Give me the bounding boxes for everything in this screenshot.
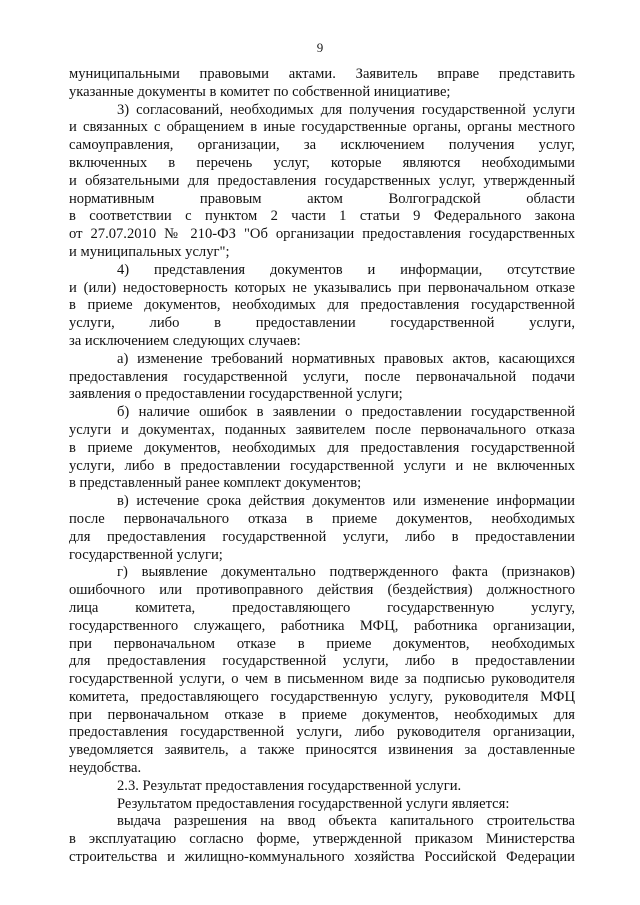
- text-line: государственной услуги;: [69, 546, 223, 563]
- text-line: и связанных с обращением в иные государственные органы, органы местного: [69, 119, 575, 136]
- text-line: строительства и жилищно-коммунального хозяйства Российской Федерации: [69, 849, 575, 866]
- text-line: 2.3. Результат предоставления государственной услуги.: [117, 777, 462, 794]
- text-line: самоуправления, организации, за исключением получения услуг,: [69, 137, 575, 154]
- text-line: предоставления государственной услуги, либо руководителя организации,: [69, 724, 575, 741]
- text-line: в приеме документов, необходимых для предоставления государственной: [69, 439, 575, 456]
- text-line: государственного служащего, работника МФЦ, работника организации,: [69, 617, 575, 634]
- text-line: а) изменение требований нормативных правовых актов, касающихся: [117, 350, 575, 367]
- text-line: и обязательными для предоставления государственных услуг, утвержденный: [69, 172, 575, 189]
- text-line: при первоначальном отказе в приеме документов, необходимых: [69, 635, 575, 652]
- text-line: г) выявление документально подтвержденного факта (признаков): [117, 564, 575, 581]
- text-line: в соответствии с пунктом 2 части 1 статьи 9 Федерального закона: [69, 208, 575, 225]
- text-line: в эксплуатацию согласно форме, утвержденной приказом Министерства: [69, 831, 575, 848]
- text-line: неудобства.: [69, 760, 142, 777]
- text-line: 3) согласований, необходимых для получения государственной услуги: [117, 101, 575, 118]
- text-line: для предоставления государственной услуги, либо в предоставлении: [69, 528, 575, 545]
- text-line: уведомляется заявитель, а также приносятся извинения за доставленные: [69, 742, 575, 759]
- text-line: в приеме документов, необходимых для предоставления государственной: [69, 297, 575, 314]
- document-body: [69, 66, 575, 867]
- text-line: в представленный ранее комплект документов;: [69, 475, 362, 492]
- text-line: и муниципальных услуг";: [69, 243, 230, 260]
- text-line: после первоначального отказа в приеме документов, необходимых: [69, 510, 575, 527]
- text-line: в) истечение срока действия документов или изменение информации: [117, 493, 575, 510]
- text-line: б) наличие ошибок в заявлении о предоставлении государственной: [117, 404, 575, 421]
- text-line: при первоначальном отказе в приеме документов, необходимых для: [69, 706, 575, 723]
- text-line: услуги, либо в предоставлении государственной услуги и не включенных: [69, 457, 575, 474]
- text-line: от 27.07.2010 № 210-ФЗ "Об организации предоставления государственных: [69, 226, 575, 243]
- text-line: Результатом предоставления государственной услуги является:: [117, 795, 510, 812]
- text-line: муниципальными правовыми актами. Заявитель вправе представить: [69, 66, 575, 82]
- text-line: ошибочного или противоправного действия (бездействия) должностного: [69, 582, 575, 599]
- text-line: заявления о предоставлении государственной услуги;: [69, 386, 403, 403]
- text-line: услуги, либо в предоставлении государственной услуги,: [69, 315, 575, 332]
- text-line: указанные документы в комитет по собственной инициативе;: [69, 83, 451, 100]
- text-line: нормативным правовым актом Волгоградской области: [69, 190, 575, 207]
- text-line: включенных в перечень услуг, которые являются необходимыми: [69, 154, 575, 171]
- text-line: и (или) недостоверность которых не указывались при первоначальном отказе: [69, 279, 575, 296]
- text-line: услуги и документах, поданных заявителем после первоначального отказа: [69, 421, 575, 438]
- text-line: для предоставления государственной услуги, либо в предоставлении: [69, 653, 575, 670]
- text-line: предоставления государственной услуги, после первоначальной подачи: [69, 368, 575, 385]
- text-line: лица комитета, предоставляющего государственную услугу,: [69, 599, 575, 616]
- text-line: комитета, предоставляющего государственную услугу, руководителя МФЦ: [69, 688, 575, 705]
- page-number: 9: [316, 40, 324, 55]
- text-line: за исключением следующих случаев:: [69, 332, 301, 349]
- text-line: 4) представления документов и информации, отсутствие: [117, 261, 575, 278]
- text-line: государственной услуги, о чем в письменном виде за подписью руководителя: [69, 671, 575, 688]
- text-line: выдача разрешения на ввод объекта капитального строительства: [117, 813, 575, 830]
